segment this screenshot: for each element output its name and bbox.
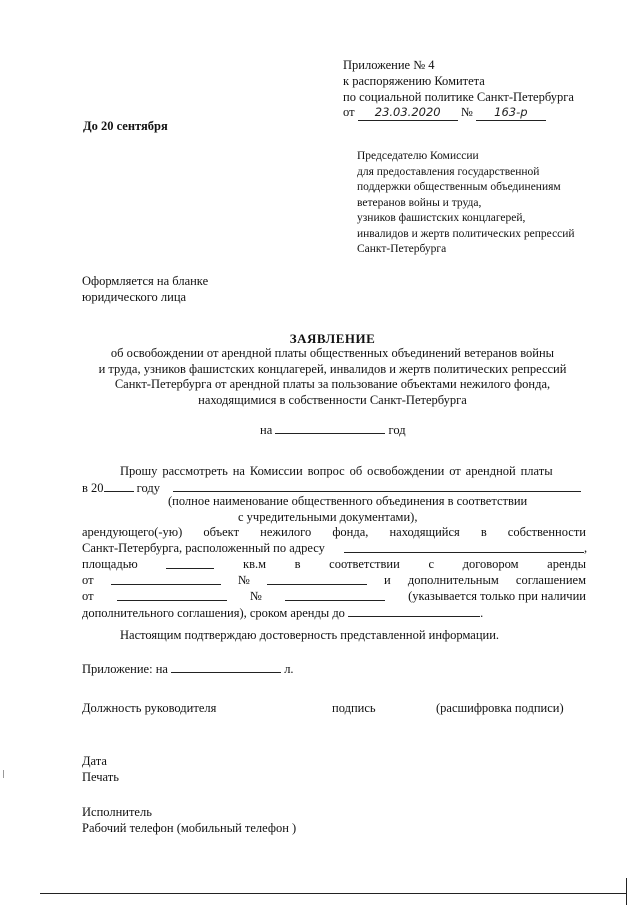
scan-speck (3, 770, 4, 778)
number-label: № (237, 573, 250, 587)
word: договором (462, 557, 519, 571)
body-line-6 (82, 572, 586, 588)
addressee-line: Председателю Комиссии (357, 150, 479, 162)
confirmation: Настоящим подтверждаю достоверность представленной информации. (120, 628, 500, 642)
letterhead-note (82, 273, 208, 305)
appendix-line-2: к распоряжению Комитета (343, 74, 485, 88)
word: аренды (547, 557, 586, 571)
number-prefix: № (460, 105, 473, 119)
body-line-1: Прошу рассмотреть на Комиссии вопрос об освобождении от арендной платы (120, 464, 553, 478)
year-line (260, 421, 406, 438)
note-line-2: с учредительными документами), (238, 510, 418, 524)
word: в (480, 525, 487, 539)
from-label: от (82, 573, 94, 587)
seal-label: Печать (82, 770, 119, 784)
area-blank[interactable] (166, 556, 214, 569)
scan-edge-line (626, 878, 627, 905)
addressee-line: ветеранов войны и труда, (357, 196, 482, 209)
signature-label: подпись (332, 701, 376, 715)
agreement-date-blank[interactable] (117, 588, 227, 601)
addressee-line: поддержки общественным объединениям (357, 181, 561, 193)
appendix-date-line (343, 104, 546, 121)
addressee-line: узников фашистских концлагерей, (357, 212, 526, 224)
word: соответствии (329, 557, 400, 571)
word: объект (203, 525, 240, 539)
year-prefix-20: в 20 (82, 481, 104, 495)
document-title: ЗАЯВЛЕНИЕ (289, 331, 376, 346)
addressee-line: Санкт-Петербурга (357, 243, 447, 255)
body-line-4: Санкт-Петербурга, расположенный по адресу (82, 541, 325, 555)
subtitle-line: и труда, узников фашистских концлагерей, инвалидов и жертв политических репрессий (98, 361, 567, 376)
position-label: Должность руководителя (82, 701, 217, 715)
year-suffix: год (388, 423, 406, 437)
attachment-pages-blank[interactable] (171, 660, 281, 673)
comma: , (584, 541, 588, 555)
word: кв.м (243, 557, 267, 571)
word: находящийся (389, 525, 460, 539)
date-label: Дата (82, 754, 107, 768)
term-blank[interactable] (348, 604, 480, 617)
word: и (384, 573, 391, 587)
deadline: До 20 сентября (83, 119, 168, 133)
word: собственности (507, 525, 586, 539)
year-blank[interactable] (275, 421, 385, 434)
body-line-8: дополнительного соглашения), сроком аренды до . (82, 606, 484, 620)
attachment-line (82, 660, 294, 677)
from-label: от (82, 589, 94, 603)
contract-number-blank[interactable] (267, 572, 367, 585)
date-prefix: от (343, 105, 355, 119)
word: дополнительным (407, 573, 499, 587)
document-subtitle (0, 346, 640, 408)
word: площадью (82, 557, 138, 571)
contract-date-blank[interactable] (111, 572, 221, 585)
word: соглашением (515, 573, 586, 587)
addressee-line: инвалидов и жертв политических репрессий (357, 227, 575, 240)
term-text: дополнительного соглашения), сроком аренды до (82, 606, 345, 620)
number-label: № (249, 589, 262, 603)
attachment-suffix: л. (284, 662, 294, 676)
body-line-5 (82, 556, 586, 572)
body-line-2 (82, 479, 160, 496)
signature-decode-label: (расшифровка подписи) (436, 701, 564, 715)
appendix-line-1: Приложение № 4 (343, 58, 435, 72)
word: фонда, (332, 525, 369, 539)
letterhead-note-line: юридического лица (82, 290, 187, 304)
word: арендующего(-ую) (82, 525, 183, 539)
attachment-prefix: Приложение: на (82, 662, 168, 676)
body-line-7 (82, 588, 586, 604)
year-word: году (136, 481, 160, 495)
agreement-number-blank[interactable] (285, 588, 385, 601)
addressee-line: для предоставления государственной (357, 165, 540, 178)
subtitle-line: находящимися в собственности Санкт-Петербурга (198, 392, 467, 407)
subtitle-line: об освобождении от арендной платы общественных объединений ветеранов войны (110, 346, 555, 360)
addressee-block (357, 149, 575, 258)
appendix-line-3: по социальной политике Санкт-Петербурга (343, 90, 574, 104)
word: с (428, 557, 434, 571)
word: в (294, 557, 301, 571)
body-line-3 (82, 524, 586, 540)
handwritten-number: 163-р (476, 104, 546, 121)
address-blank[interactable] (344, 552, 584, 553)
handwritten-date: 23.03.2020 (358, 104, 458, 121)
year-prefix: на (260, 423, 273, 437)
scan-bottom-line (40, 893, 627, 894)
note-line-1: (полное наименование общественного объединения в соответствии (168, 494, 528, 508)
subtitle-line: Санкт-Петербурга от арендной платы за пользование объектами нежилого фонда, (114, 377, 551, 391)
phone-label: Рабочий телефон (мобильный телефон ) (82, 821, 297, 835)
letterhead-note-line: Оформляется на бланке (82, 274, 209, 288)
word: нежилого (260, 525, 312, 539)
executor-label: Исполнитель (82, 805, 152, 819)
organization-name-blank[interactable] (173, 491, 581, 492)
year-digits-blank[interactable] (104, 479, 134, 492)
note-text: (указывается только при наличии (408, 589, 586, 603)
